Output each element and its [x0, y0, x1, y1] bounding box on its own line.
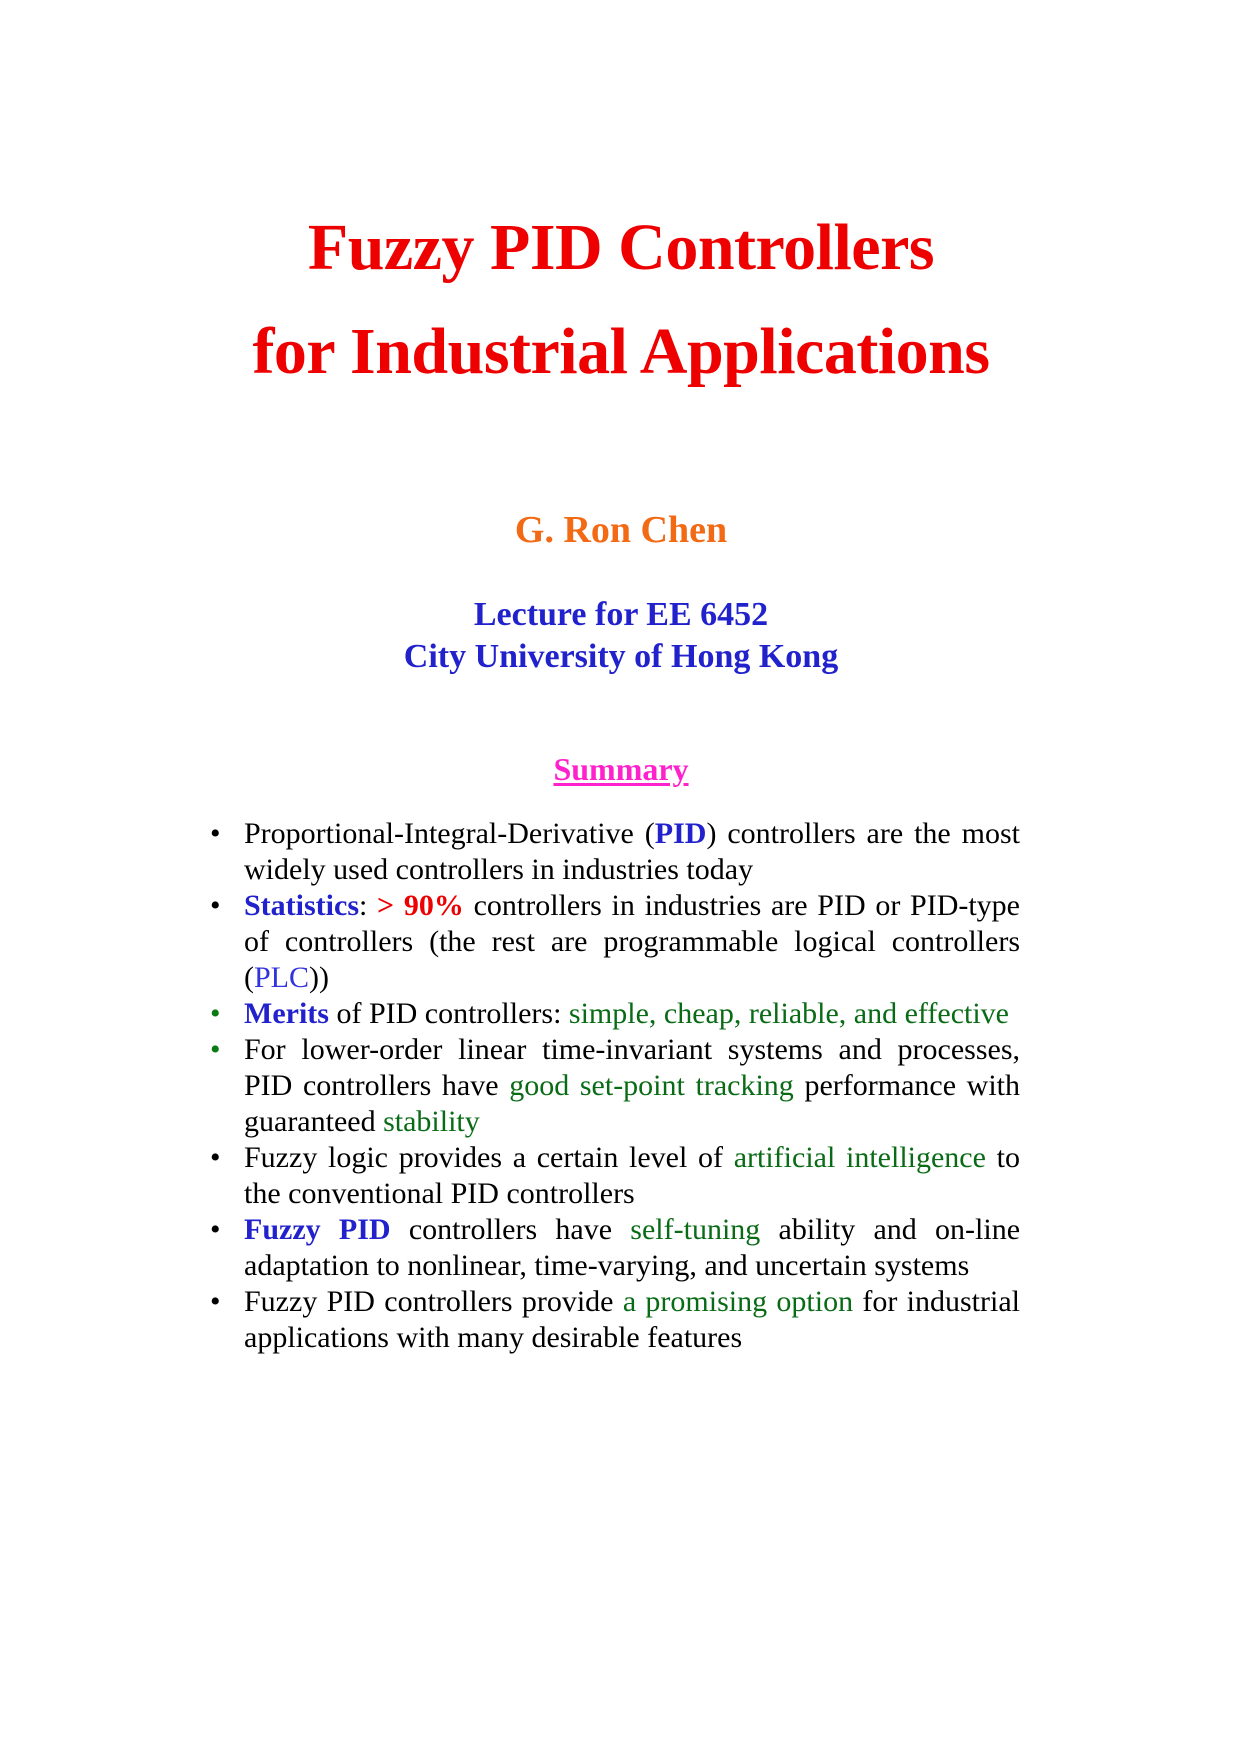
bullet-text-segment: )): [309, 961, 330, 994]
bullet-text-segment: Fuzzy logic provides a certain level of: [244, 1141, 734, 1174]
bullet-text-segment: of PID controllers:: [328, 997, 569, 1030]
bullet-text-segment: Statistics: [244, 889, 359, 922]
author-block: [0, 508, 1242, 552]
summary-heading: Summary: [553, 751, 689, 787]
summary-bullet-item: [196, 1212, 1020, 1284]
lecture-block: [0, 594, 1242, 678]
bullet-marker-icon: •: [210, 889, 221, 922]
bullet-marker-icon: •: [210, 1213, 221, 1246]
bullet-text-segment: PID: [654, 817, 707, 850]
bullet-text-segment: performance with guaranteed: [244, 1069, 1020, 1138]
bullet-text-segment: :: [359, 889, 378, 922]
summary-bullet-item: [196, 888, 1020, 996]
bullet-text-segment: Fuzzy PID: [244, 1213, 391, 1246]
author-name: G. Ron Chen: [514, 509, 728, 551]
bullet-text-segment: for industrial applications with many desirable features: [244, 1285, 1020, 1354]
bullet-text-segment: ) controllers are the most widely used controllers in industries today: [244, 817, 1020, 886]
bullet-marker-icon: •: [210, 1033, 221, 1066]
summary-bullet-item: [196, 1284, 1020, 1356]
bullet-text-segment: > 90%: [377, 889, 464, 922]
summary-bullet-item: [196, 996, 1020, 1032]
bullet-text-segment: a promising option: [622, 1285, 854, 1318]
bullet-marker-icon: •: [210, 817, 221, 850]
bullet-text-segment: Fuzzy PID controllers provide: [244, 1285, 623, 1318]
bullet-text-segment: self-tuning: [630, 1213, 761, 1246]
bullet-text-segment: controllers in industries are PID or PID-type of controllers (the rest are programmable logical controllers (: [244, 889, 1020, 994]
summary-bullet-list: [196, 816, 1020, 1356]
bullet-text-segment: to the conventional PID controllers: [244, 1141, 1020, 1210]
summary-bullet-item: [196, 816, 1020, 888]
bullet-marker-icon: •: [210, 997, 221, 1030]
bullet-text-segment: Proportional-Integral-Derivative (: [244, 817, 655, 850]
bullet-marker-icon: •: [210, 1141, 221, 1174]
title-block: [0, 0, 1242, 404]
summary-heading-wrap: [0, 750, 1242, 788]
bullet-text-segment: stability: [383, 1105, 480, 1138]
bullet-text-segment: Merits: [244, 997, 329, 1030]
summary-bullet-item: [196, 1032, 1020, 1140]
lecture-institution: City University of Hong Kong: [403, 638, 839, 675]
bullet-text-segment: artificial intelligence: [733, 1141, 986, 1174]
bullet-text-segment: simple, cheap, reliable, and effective: [568, 997, 1009, 1030]
lecture-course: Lecture for EE 6452: [473, 596, 769, 633]
bullet-text-segment: good set-point tracking: [509, 1069, 794, 1102]
bullet-text-segment: ability and on-line adaptation to nonlinear, time-varying, and uncertain systems: [244, 1213, 1021, 1282]
page-title-line-2: for Industrial Applications: [252, 315, 990, 388]
bullet-text-segment: controllers have: [390, 1213, 631, 1246]
bullet-text-segment: PLC: [254, 961, 310, 994]
bullet-marker-icon: •: [210, 1285, 221, 1318]
page-title-line-1: Fuzzy PID Controllers: [307, 211, 935, 284]
summary-bullet-item: [196, 1140, 1020, 1212]
bullet-text-segment: For lower-order linear time-invariant systems and processes, PID controllers have: [244, 1033, 1020, 1102]
